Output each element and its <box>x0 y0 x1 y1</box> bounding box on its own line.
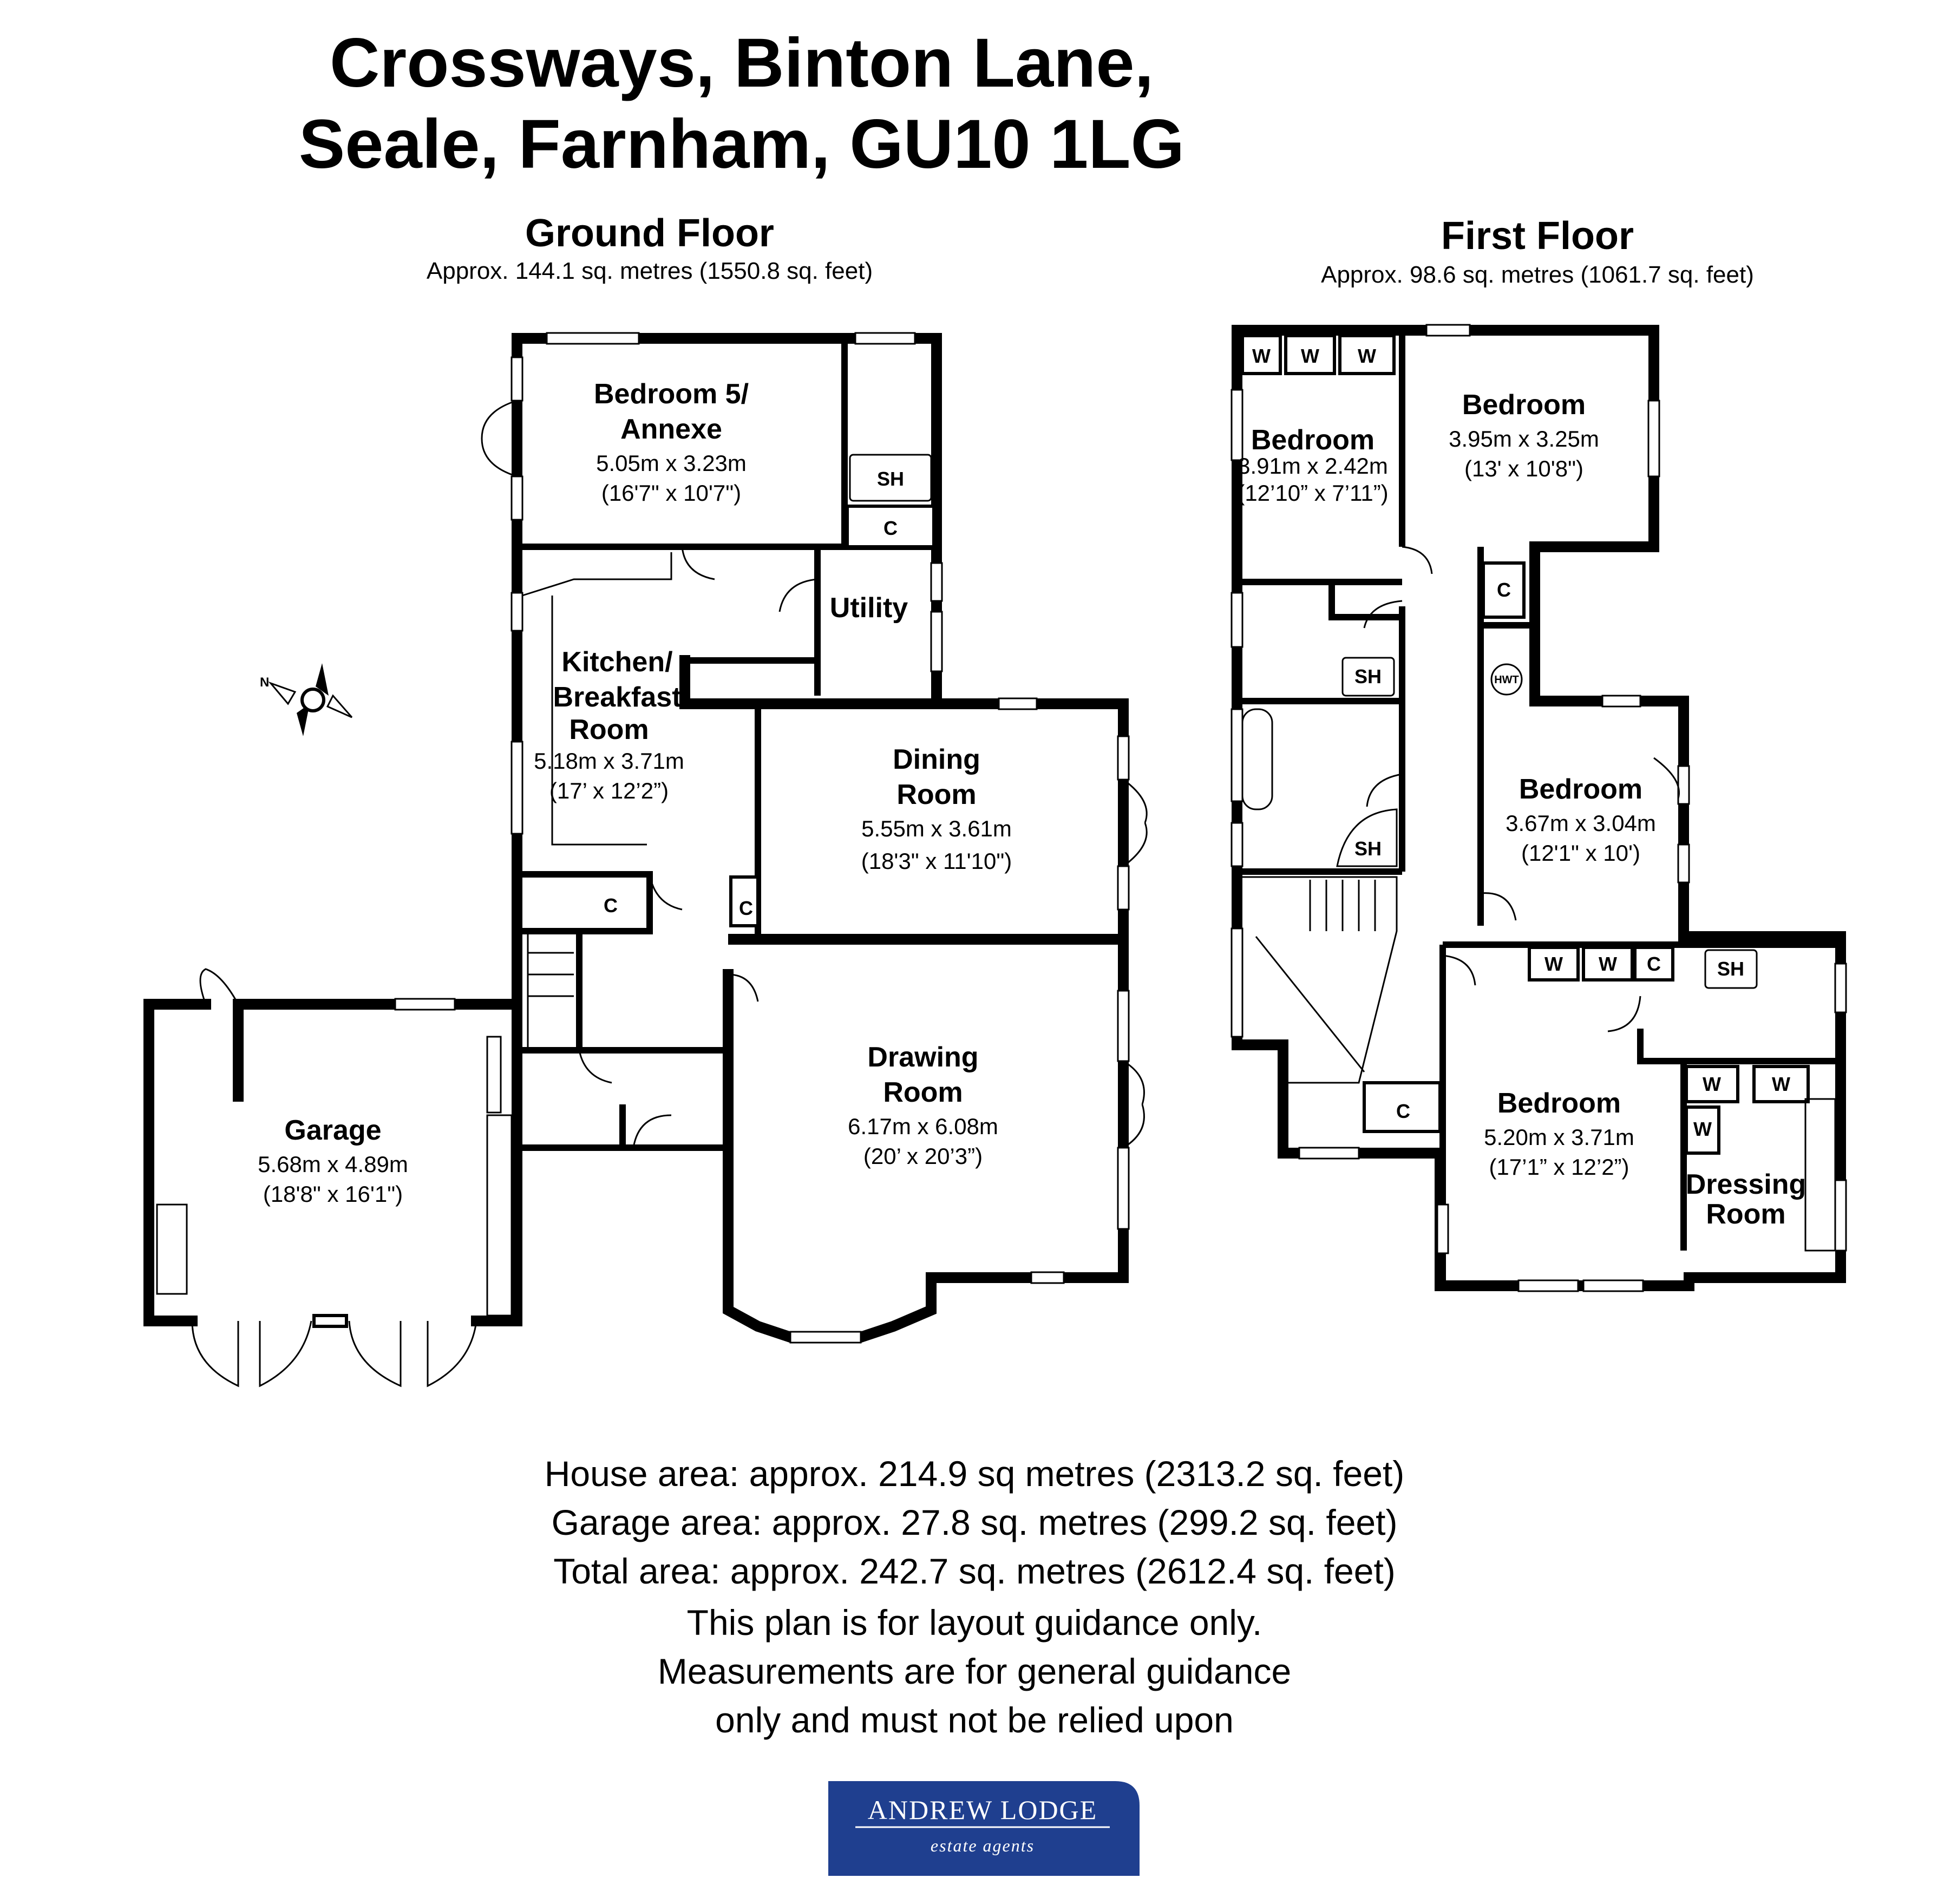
andrew-lodge-logo <box>828 1781 1140 1876</box>
ff-bedroom-d-name: Bedroom <box>1497 1088 1621 1119</box>
ff-bedroom-c-imperial: (12'1" x 10') <box>1521 840 1641 866</box>
bedroom5-imperial: (16'7" x 10'7") <box>601 480 742 506</box>
ff-bedroom-b-imperial: (13' x 10'8") <box>1464 456 1584 481</box>
garage-name: Garage <box>284 1115 382 1146</box>
garage-area-text: Garage area: approx. 27.8 sq. metres (299.2 sq. feet) <box>551 1502 1398 1542</box>
ff-cupboard-3-label: C <box>1647 953 1661 975</box>
drawing-metric: 6.17m x 6.08m <box>848 1114 998 1139</box>
ff-wardrobe-1-label: W <box>1252 345 1271 367</box>
disclaimer-line-1: This plan is for layout guidance only. <box>686 1602 1262 1643</box>
garage-imperial: (18'8" x 16'1") <box>263 1181 403 1207</box>
dining-metric: 5.55m x 3.61m <box>861 816 1012 841</box>
gf-cupboard-2-label: C <box>739 897 753 919</box>
ff-bedroom-a-name: Bedroom <box>1251 424 1375 456</box>
total-area-text: Total area: approx. 242.7 sq. metres (2612.4 sq. feet) <box>553 1551 1396 1591</box>
kitchen-name-3: Room <box>569 714 649 745</box>
drawing-imperial: (20’ x 20’3”) <box>863 1143 983 1169</box>
ff-bedroom-a-metric: 3.91m x 2.42m <box>1238 453 1388 479</box>
title-line-1: Crossways, Binton Lane, <box>329 24 1154 102</box>
garage-metric: 5.68m x 4.89m <box>258 1151 408 1177</box>
ff-bedroom-b-name: Bedroom <box>1462 389 1586 421</box>
ff-wardrobe-5-label: W <box>1599 953 1617 975</box>
dining-imperial: (18'3" x 11'10") <box>861 848 1012 874</box>
ff-hwt-label: HWT <box>1494 674 1519 686</box>
ff-wardrobe-8-label: W <box>1693 1118 1712 1140</box>
ff-wardrobe-7-label: W <box>1772 1073 1790 1095</box>
ff-shower-3-label: SH <box>1717 958 1745 980</box>
ff-bedroom-b-metric: 3.95m x 3.25m <box>1449 426 1599 452</box>
dining-name-1: Dining <box>893 744 980 775</box>
drawing-name-1: Drawing <box>867 1042 979 1073</box>
utility-name: Utility <box>829 592 908 624</box>
drawing-name-2: Room <box>883 1077 963 1108</box>
ff-shower-1-label: SH <box>1354 665 1382 688</box>
ff-cupboard-1-label: C <box>1497 579 1511 601</box>
ff-cupboard-2-label: C <box>1396 1100 1410 1122</box>
logo-name: ANDREW LODGE <box>867 1795 1098 1825</box>
compass-north-label: N <box>260 675 270 690</box>
gf-cupboard-label: C <box>883 517 898 539</box>
ff-dressing-name-2: Room <box>1706 1199 1786 1230</box>
logo-sub: estate agents <box>930 1836 1035 1855</box>
bedroom5-name-2: Annexe <box>620 414 722 445</box>
kitchen-name-1: Kitchen/ <box>561 646 673 678</box>
ff-dressing-name-1: Dressing <box>1685 1169 1807 1200</box>
ff-wardrobe-2-label: W <box>1301 345 1319 367</box>
ff-bedroom-d-metric: 5.20m x 3.71m <box>1484 1124 1634 1150</box>
kitchen-metric: 5.18m x 3.71m <box>534 748 684 774</box>
bedroom5-name-1: Bedroom 5/ <box>593 378 749 410</box>
ff-wardrobe-6-label: W <box>1703 1073 1721 1095</box>
ff-bedroom-a-imperial: (12’10” x 7’11”) <box>1237 480 1389 506</box>
kitchen-name-2: Breakfast <box>553 682 682 713</box>
house-area-text: House area: approx. 214.9 sq metres (2313.2 sq. feet) <box>544 1454 1405 1494</box>
first-floor-area: Approx. 98.6 sq. metres (1061.7 sq. feet) <box>1321 261 1754 288</box>
area-summary <box>545 1454 1405 1740</box>
ff-bedroom-c-name: Bedroom <box>1519 774 1643 805</box>
title-line-2: Seale, Farnham, GU10 1LG <box>298 106 1185 183</box>
dining-name-2: Room <box>896 779 977 810</box>
ff-bedroom-c-metric: 3.67m x 3.04m <box>1506 810 1656 836</box>
compass-icon <box>260 663 352 736</box>
ff-shower-2-label: SH <box>1354 838 1382 860</box>
ground-floor-area: Approx. 144.1 sq. metres (1550.8 sq. feet) <box>426 258 873 284</box>
gf-annexe-shower-label: SH <box>876 468 905 490</box>
bedroom5-metric: 5.05m x 3.23m <box>596 450 747 476</box>
ff-bedroom-d-imperial: (17’1” x 12’2”) <box>1489 1154 1629 1180</box>
ground-floor-plan <box>149 333 1147 1386</box>
disclaimer-line-3: only and must not be relied upon <box>715 1700 1234 1740</box>
first-floor-plan <box>1232 325 1846 1291</box>
gf-cupboard-3-label: C <box>604 894 618 917</box>
ff-wardrobe-4-label: W <box>1544 953 1563 975</box>
disclaimer-line-2: Measurements are for general guidance <box>657 1651 1292 1691</box>
kitchen-imperial: (17’ x 12’2”) <box>549 778 669 803</box>
ground-floor-title: Ground Floor <box>525 212 774 255</box>
first-floor-title: First Floor <box>1441 214 1634 258</box>
ff-wardrobe-3-label: W <box>1358 345 1376 367</box>
